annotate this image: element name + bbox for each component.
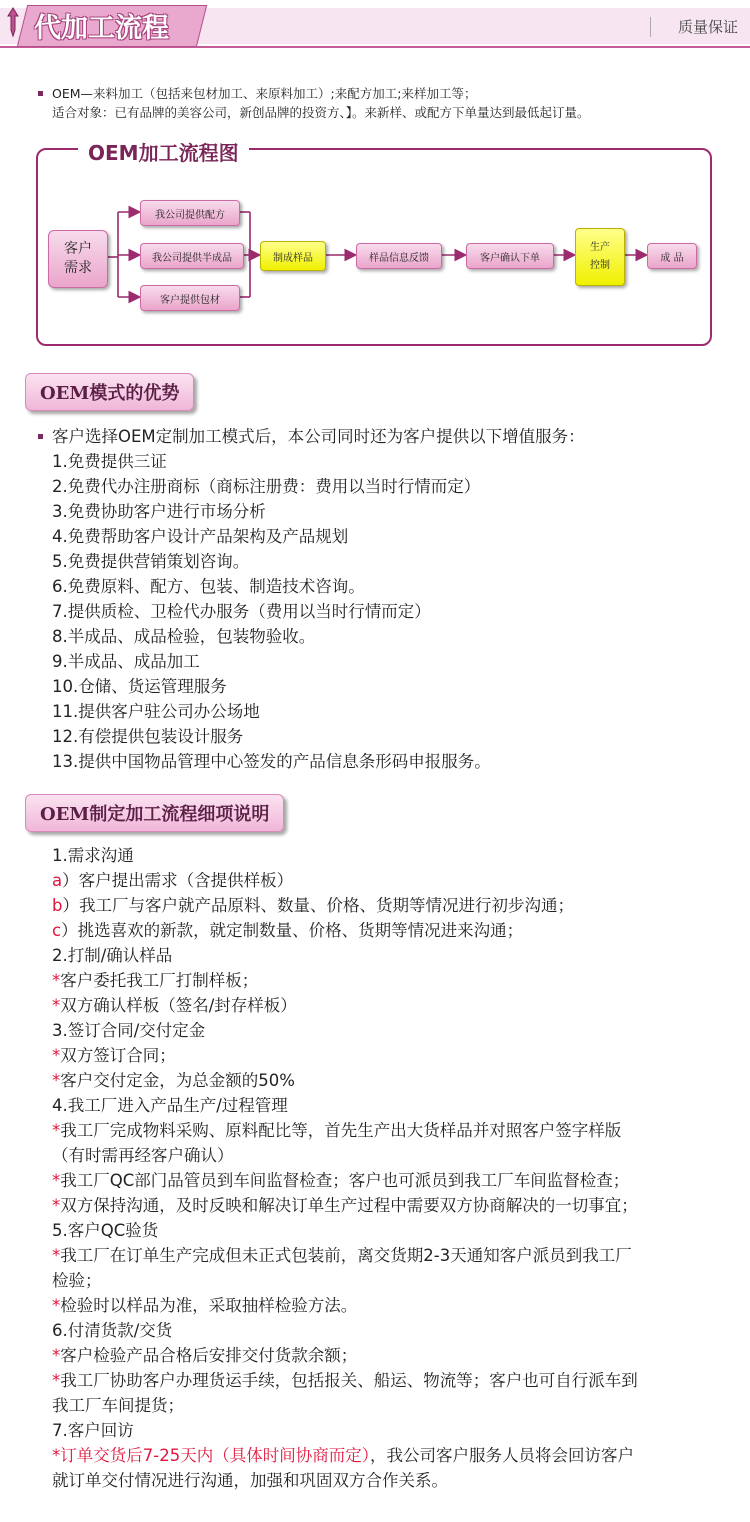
page-header xyxy=(0,0,750,48)
detail-line: 6.付清货款/交货 xyxy=(52,1321,173,1340)
advantage-item: 13.提供中国物品管理中心签发的产品信息条形码申报服务。 xyxy=(52,752,491,771)
detail-line: 7.客户回访 xyxy=(52,1421,134,1440)
flow-node-option-packaging: 客户提供包材 xyxy=(140,285,240,311)
detail-line: *客户检验产品合格后安排交付货款余额； xyxy=(52,1346,358,1365)
detail-line: *双方保持沟通，及时反映和解决订单生产过程中需要双方协商解决的一切事宜； xyxy=(52,1196,638,1215)
detail-final-line: *订单交货后7-25天内（具体时间协商而定），我公司客户服务人员将会回访客户 xyxy=(52,1446,634,1465)
detail-line: 4.我工厂进入产品生产/过程管理 xyxy=(52,1096,288,1115)
flow-node-finished-product: 成 品 xyxy=(647,243,697,269)
detail-line: *我工厂协助客户办理货运手续，包括报关、船运、物流等；客户也可自行派车到 xyxy=(52,1371,638,1390)
flow-node-make-sample: 制成样品 xyxy=(260,241,326,271)
flow-node-production-control: 生产控制 xyxy=(575,228,625,286)
advantage-item: 2.免费代办注册商标（商标注册费：费用以当时行情而定） xyxy=(52,477,481,496)
bullet-icon xyxy=(38,91,43,96)
advantage-item: 7.提供质检、卫检代办服务（费用以当时行情而定） xyxy=(52,602,431,621)
advantage-item: 9.半成品、成品加工 xyxy=(52,652,200,671)
section-tag-advantages: OEM模式的优势 xyxy=(25,373,194,411)
advantages-intro: 客户选择OEM定制加工模式后，本公司同时还为客户提供以下增值服务： xyxy=(52,427,585,446)
detail-line: 检验； xyxy=(52,1271,102,1290)
flow-node-customer-need: 客户需求 xyxy=(48,230,108,288)
advantage-item: 4.免费帮助客户设计产品架构及产品规划 xyxy=(52,527,349,546)
detail-line: 2.打制/确认样品 xyxy=(52,946,173,965)
advantages-list xyxy=(52,424,585,774)
section-tag-details: OEM制定加工流程细项说明 xyxy=(25,794,284,832)
bullet-icon xyxy=(38,434,43,439)
detail-line: 我工厂车间提货； xyxy=(52,1396,184,1415)
header-divider xyxy=(650,17,651,37)
detail-line: *客户交付定金，为总金额的50% xyxy=(52,1071,295,1090)
advantage-item: 12.有偿提供包装设计服务 xyxy=(52,727,244,746)
advantage-item: 3.免费协助客户进行市场分析 xyxy=(52,502,266,521)
page-title: 代加工流程 xyxy=(34,13,169,44)
intro-line-2: 适合对象：已有品牌的美容公司，新创品牌的投资方、】。来新样、或配方下单量达到最低起订量。 xyxy=(52,105,590,120)
detail-line: 3.签订合同/交付定金 xyxy=(52,1021,206,1040)
detail-final-highlight: *订单交货后7-25天内（具体时间协商而定） xyxy=(52,1446,370,1465)
detail-line: *双方确认样板（签名/封存样板） xyxy=(52,996,297,1015)
flow-node-option-formula: 我公司提供配方 xyxy=(140,200,240,226)
detail-line: *我工厂QC部门品管员到车间监督检查；客户也可派员到我工厂车间监督检查； xyxy=(52,1171,630,1190)
detail-final-line-2: 就订单交付情况进行沟通，加强和巩固双方合作关系。 xyxy=(52,1471,448,1490)
detail-line: *我工厂在订单生产完成但未正式包装前，离交货期2-3天通知客户派员到我工厂 xyxy=(52,1246,632,1265)
header-right-label: 质量保证 xyxy=(677,18,738,36)
advantage-item: 8.半成品、成品检验，包装物验收。 xyxy=(52,627,316,646)
advantage-item: 10.仓储、货运管理服务 xyxy=(52,677,227,696)
detail-line: （有时需再经客户确认） xyxy=(52,1146,234,1165)
detail-line: c）挑选喜欢的新款，就定制数量、价格、货期等情况进来沟通； xyxy=(52,921,524,940)
detail-line: 1.需求沟通 xyxy=(52,846,134,865)
detail-line: 5.客户QC验货 xyxy=(52,1221,159,1240)
pin-icon xyxy=(6,6,20,38)
flow-node-sample-feedback: 样品信息反馈 xyxy=(356,243,442,269)
details-list xyxy=(52,843,638,1493)
detail-line: b）我工厂与客户就产品原料、数量、价格、货期等情况进行初步沟通； xyxy=(52,896,574,915)
flow-node-option-semi: 我公司提供半成品 xyxy=(140,243,244,269)
advantage-item: 5.免费提供营销策划咨询。 xyxy=(52,552,250,571)
advantage-item: 6.免费原料、配方、包装、制造技术咨询。 xyxy=(52,577,365,596)
advantage-item: 11.提供客户驻公司办公场地 xyxy=(52,702,260,721)
flow-title: OEM加工流程图 xyxy=(78,137,249,166)
intro-line-1: OEM—来料加工（包括来包材加工、来原料加工）;来配方加工;来样加工等； xyxy=(52,86,477,101)
detail-line: *双方签订合同； xyxy=(52,1046,176,1065)
oem-flow-diagram xyxy=(36,141,712,345)
detail-line: *检验时以样品为准，采取抽样检验方法。 xyxy=(52,1296,358,1315)
detail-line: *客户委托我工厂打制样板； xyxy=(52,971,259,990)
detail-line: *我工厂完成物料采购、原料配比等，首先生产出大货样品并对照客户签字样版 xyxy=(52,1121,622,1140)
advantage-item: 1.免费提供三证 xyxy=(52,452,167,471)
flow-node-confirm-order: 客户确认下单 xyxy=(466,243,554,269)
detail-line: a）客户提出需求（含提供样板） xyxy=(52,871,294,890)
